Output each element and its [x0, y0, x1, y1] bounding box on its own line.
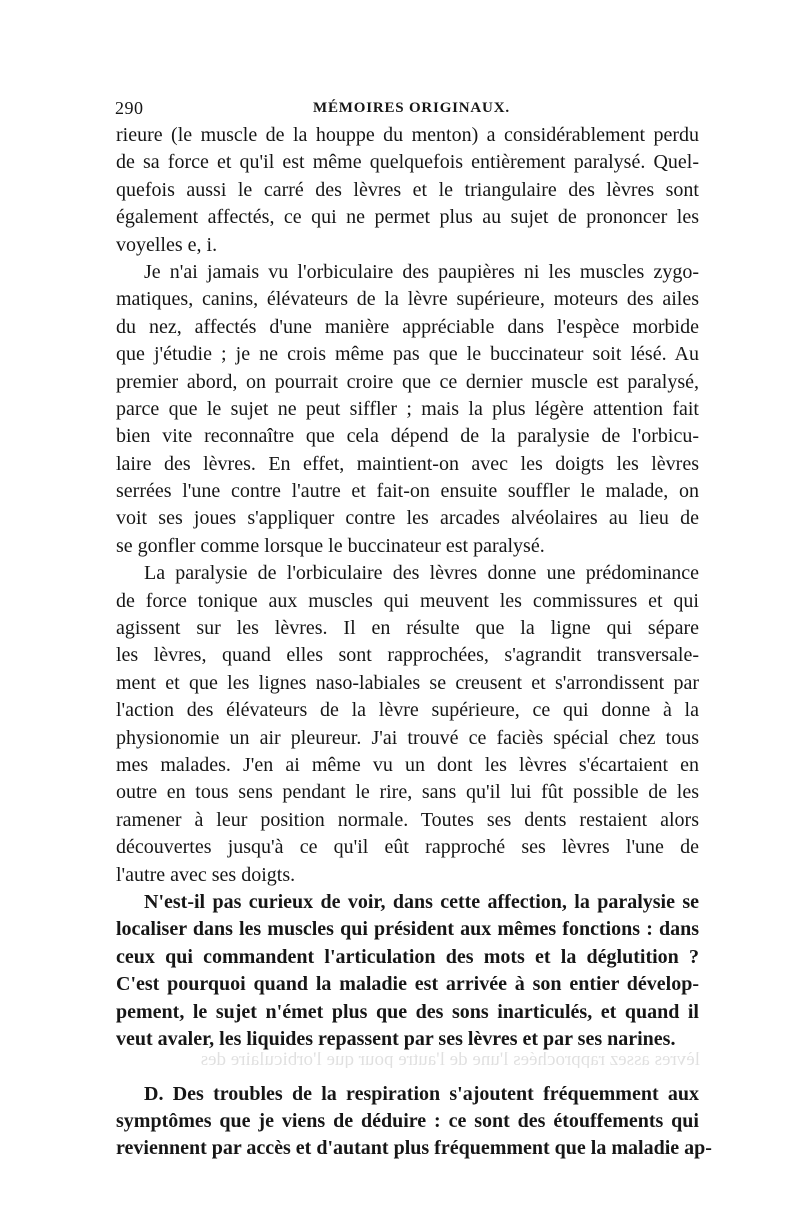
page-header: [115, 96, 700, 120]
text-line: quefois aussi le carré des lèvres et le triangulaire des lèvres sont: [116, 178, 699, 201]
text-line: du nez, affectés d'une manière appréciable dans l'espèce morbide: [116, 315, 699, 338]
text-line: reviennent par accès et d'autant plus fréquemment que la maladie ap-: [116, 1137, 712, 1160]
running-title: MÉMOIRES ORIGINAUX.: [313, 100, 510, 116]
text-line: les lèvres, quand elles sont rapprochées, s'agrandit transversale-: [116, 644, 699, 667]
text-line: laire des lèvres. En effet, maintient-on avec les doigts les lèvres: [116, 452, 699, 475]
text-line: Je n'ai jamais vu l'orbiculaire des paupières ni les muscles zygo-: [144, 260, 699, 283]
text-line: découvertes jusqu'à ce qu'il eût rapproché ses lèvres l'une de: [116, 836, 699, 859]
text-line: symptômes que je viens de déduire : ce sont des étouffements qui: [116, 1110, 699, 1133]
text-line: également affectés, ce qui ne permet plus au sujet de prononcer les: [116, 206, 699, 229]
text-line: La paralysie de l'orbiculaire des lèvres donne une prédominance: [144, 562, 699, 585]
text-line: voyelles e, i.: [116, 233, 218, 256]
text-line: N'est-il pas curieux de voir, dans cette affection, la paralysie se: [144, 890, 699, 913]
text-line: ment et que les lignes naso-labiales se creusent et s'arrondissent par: [116, 671, 699, 694]
text-line: C'est pourquoi quand la maladie est arrivée à son entier dévelop-: [116, 973, 699, 996]
text-line: se gonfler comme lorsque le buccinateur est paralysé.: [116, 534, 545, 557]
text-line: l'action des élévateurs de la lèvre supérieure, ce qui donne à la: [116, 699, 699, 722]
text-line: l'autre avec ses doigts.: [116, 863, 296, 886]
text-line: agissent sur les lèvres. Il en résulte que la ligne qui sépare: [116, 617, 699, 640]
paragraph-3: [116, 560, 699, 889]
text-line: mes malades. J'en ai même vu un dont les lèvres s'écartaient en: [116, 753, 699, 776]
text-line: outre en tous sens pendant le rire, sans qu'il lui fût possible de les: [116, 781, 699, 804]
paragraph-2: [116, 259, 699, 560]
page-number: 290: [115, 98, 144, 118]
text-line: voit ses joues s'appliquer contre les arcades alvéolaires au lieu de: [116, 507, 699, 530]
text-line: physionomie un air pleureur. J'ai trouvé ce faciès spécial chez tous: [116, 726, 699, 749]
text-line: matiques, canins, élévateurs de la lèvre supérieure, moteurs des ailes: [116, 288, 699, 311]
text-line: que j'étudie ; je ne crois même pas que le buccinateur soit lésé. Au: [116, 343, 699, 366]
text-line: D. Des troubles de la respiration s'ajoutent fréquemment aux: [144, 1082, 699, 1105]
text-line: bien vite reconnaître que cela dépend de la paralysie de l'orbicu-: [116, 425, 699, 448]
text-line: de sa force et qu'il est même quelquefois entièrement paralysé. Quel-: [116, 151, 699, 174]
paragraph-5: [116, 1081, 712, 1163]
text-line: serrées l'une contre l'autre et fait-on ensuite souffler le malade, on: [116, 480, 699, 503]
paragraph-4: [116, 889, 699, 1053]
text-line: localiser dans les muscles qui président aux mêmes fonctions : dans: [116, 918, 699, 941]
page-body: [116, 122, 712, 1163]
text-line: ceux qui commandent l'articulation des mots et la déglutition ?: [116, 945, 699, 968]
text-line: rieure (le muscle de la houppe du menton) a considérablement perdu: [116, 124, 699, 146]
bleed-through-text: lèvres assez rapprochées l'une de l'autre pour que l'orbiculaire des: [200, 1052, 700, 1068]
text-line: ramener à leur position normale. Toutes ses dents restaient alors: [116, 808, 699, 831]
text-line: pement, le sujet n'émet plus que des sons inarticulés, et quand il: [116, 1000, 699, 1023]
text-line: de force tonique aux muscles qui meuvent les commissures et qui: [116, 589, 699, 612]
text-line: veut avaler, les liquides repassent par ses lèvres et par ses narines.: [116, 1027, 676, 1050]
paragraph-1: [116, 122, 699, 259]
text-line: parce que le sujet ne peut siffler ; mais la plus légère attention fait: [116, 397, 699, 420]
text-line: premier abord, on pourrait croire que ce dernier muscle est paralysé,: [116, 370, 699, 393]
